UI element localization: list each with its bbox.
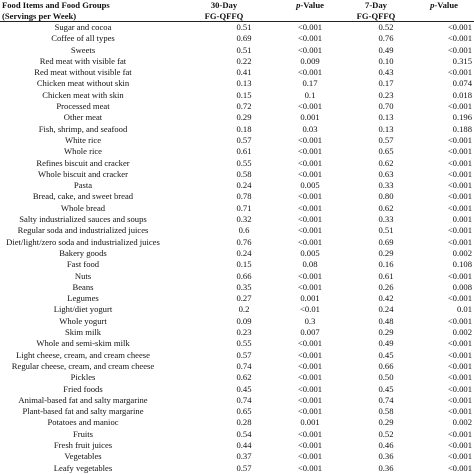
row-7day-value: 0.76 (378, 33, 394, 44)
row-7day-value: 0.65 (378, 146, 394, 157)
table-row (0, 225, 474, 236)
row-7day-value: 0.57 (378, 134, 394, 145)
table-row (0, 384, 474, 395)
row-30day-value: 0.09 (236, 315, 252, 326)
row-30day-value: 0.58 (236, 168, 252, 179)
table-row (0, 78, 474, 89)
row-30day-value: 0.6 (238, 225, 250, 236)
row-30day-value: 0.71 (236, 202, 252, 213)
table-row (0, 90, 474, 101)
header-food-items (0, 0, 166, 22)
table-row (0, 316, 474, 327)
row-food-name: Red meat with visible fat (39, 55, 127, 66)
row-7day-pvalue: 0.01 (456, 304, 472, 315)
row-7day-value: 0.52 (378, 428, 394, 439)
row-30day-pvalue: <0.01 (300, 304, 320, 315)
row-7day-pvalue: <0.001 (447, 157, 472, 168)
row-7day-pvalue: <0.001 (447, 462, 472, 473)
header-p30-prefix: p (296, 0, 301, 10)
row-30day-value: 0.29 (236, 112, 252, 123)
row-food-name: Pickles (70, 372, 96, 383)
table-row (0, 112, 474, 123)
header-p30-suffix: -Value (300, 0, 324, 10)
table-row (0, 327, 474, 338)
row-30day-value: 0.57 (236, 134, 252, 145)
header-p7-suffix: -Value (434, 0, 458, 10)
row-7day-pvalue: 0.008 (452, 281, 472, 292)
row-30day-pvalue: 0.03 (302, 123, 318, 134)
row-7day-pvalue: <0.001 (447, 225, 472, 236)
table-row (0, 361, 474, 372)
table-row (0, 101, 474, 112)
table-row (0, 463, 474, 474)
table-row (0, 372, 474, 383)
header-food-line2: (Servings per Week) (2, 10, 77, 21)
row-30day-value: 0.72 (236, 101, 252, 112)
table-row (0, 451, 474, 462)
row-7day-pvalue: <0.001 (447, 439, 472, 450)
row-30day-value: 0.37 (236, 451, 252, 462)
row-food-name: Sugar and cocoa (54, 22, 112, 32)
row-30day-value: 0.32 (236, 214, 252, 225)
row-30day-value: 0.18 (236, 123, 252, 134)
row-30day-pvalue: <0.001 (297, 202, 323, 213)
row-30day-value: 0.74 (236, 360, 252, 371)
table-row (0, 214, 474, 225)
table-row (0, 180, 474, 191)
row-30day-value: 0.57 (236, 462, 252, 473)
row-30day-pvalue: 0.005 (300, 180, 320, 191)
row-7day-value: 0.49 (378, 338, 394, 349)
table-row (0, 429, 474, 440)
row-30day-value: 0.55 (236, 338, 252, 349)
table-row (0, 282, 474, 293)
row-7day-pvalue: <0.001 (447, 180, 472, 191)
row-30day-value: 0.41 (236, 67, 252, 78)
row-food-name: Other meat (63, 112, 103, 123)
row-30day-pvalue: 0.001 (300, 417, 320, 428)
row-7day-pvalue: 0.196 (452, 112, 472, 123)
row-7day-pvalue: 0.074 (452, 78, 472, 89)
row-7day-value: 0.63 (378, 168, 394, 179)
row-30day-pvalue: 0.001 (300, 112, 320, 123)
row-30day-value: 0.35 (236, 281, 252, 292)
row-7day-value: 0.10 (378, 55, 394, 66)
row-food-name: Light/diet yogurt (53, 304, 113, 315)
row-30day-pvalue: 0.009 (300, 55, 320, 66)
row-30day-value: 0.44 (236, 439, 252, 450)
table-row (0, 350, 474, 361)
row-7day-value: 0.50 (378, 372, 394, 383)
row-30day-value: 0.13 (236, 78, 252, 89)
row-30day-value: 0.2 (238, 304, 250, 315)
row-7day-value: 0.69 (378, 236, 394, 247)
row-7day-pvalue: <0.001 (447, 293, 472, 304)
table-row (0, 440, 474, 451)
row-30day-value: 0.66 (236, 270, 252, 281)
row-30day-value: 0.23 (236, 327, 252, 338)
header-7day (338, 0, 414, 22)
row-7day-value: 0.58 (378, 406, 394, 417)
row-7day-value: 0.70 (378, 101, 394, 112)
table-row (0, 248, 474, 259)
row-7day-pvalue: <0.001 (447, 236, 472, 247)
row-7day-value: 0.48 (378, 315, 394, 326)
row-7day-value: 0.13 (378, 112, 394, 123)
row-7day-pvalue: <0.001 (447, 146, 472, 157)
row-30day-pvalue: <0.001 (297, 406, 323, 417)
row-7day-value: 0.66 (378, 360, 394, 371)
row-30day-value: 0.24 (236, 247, 252, 258)
row-food-name: White rice (64, 134, 102, 145)
row-30day-value: 0.57 (236, 349, 252, 360)
row-30day-value: 0.55 (236, 157, 252, 168)
row-7day-value: 0.16 (378, 259, 394, 270)
row-30day-pvalue: 0.3 (304, 315, 316, 326)
header-7day-line1: 7-Day (365, 0, 387, 10)
row-7day-pvalue: <0.001 (447, 33, 472, 44)
row-30day-pvalue: <0.001 (297, 451, 323, 462)
row-7day-value: 0.17 (378, 78, 394, 89)
header-30day (166, 0, 282, 22)
row-7day-value: 0.33 (378, 214, 394, 225)
row-food-name: Whole biscuit and cracker (38, 168, 128, 179)
table-row (0, 417, 474, 428)
row-30day-pvalue: <0.001 (297, 22, 323, 32)
row-7day-pvalue: <0.001 (447, 270, 472, 281)
row-7day-value: 0.42 (378, 293, 394, 304)
table-row (0, 33, 474, 44)
row-7day-value: 0.26 (378, 281, 394, 292)
table-row (0, 259, 474, 270)
table-row (0, 45, 474, 56)
table-row (0, 67, 474, 78)
row-food-name: Whole yogurt (59, 315, 107, 326)
row-30day-pvalue: <0.001 (297, 270, 323, 281)
row-7day-value: 0.36 (378, 451, 394, 462)
row-7day-pvalue: <0.001 (447, 394, 472, 405)
row-food-name: Nuts (74, 270, 92, 281)
row-30day-pvalue: <0.001 (297, 67, 323, 78)
row-30day-value: 0.27 (236, 293, 252, 304)
row-30day-pvalue: 0.007 (300, 327, 320, 338)
row-30day-value: 0.69 (236, 33, 252, 44)
row-food-name: Regular cheese, cream, and cream cheese (11, 360, 155, 371)
table-row (0, 395, 474, 406)
table-row (0, 158, 474, 169)
row-30day-pvalue: <0.001 (297, 428, 323, 439)
row-30day-value: 0.28 (236, 417, 252, 428)
table-row (0, 169, 474, 180)
row-7day-value: 0.45 (378, 383, 394, 394)
row-30day-pvalue: <0.001 (297, 44, 323, 55)
header-pvalue-7day (414, 0, 474, 22)
row-food-name: Diet/light/zero soda and industrialized juices (6, 236, 160, 247)
row-7day-value: 0.29 (378, 417, 394, 428)
row-30day-value: 0.51 (236, 22, 252, 32)
row-30day-pvalue: <0.001 (297, 394, 323, 405)
table-row (0, 135, 474, 146)
row-food-name: Legumes (67, 293, 99, 304)
row-30day-pvalue: <0.001 (297, 281, 323, 292)
row-food-name: Whole rice (64, 146, 102, 157)
row-30day-pvalue: 0.17 (302, 78, 318, 89)
row-food-name: Coffee of all types (51, 33, 115, 44)
row-7day-value: 0.13 (378, 123, 394, 134)
row-30day-value: 0.61 (236, 146, 252, 157)
header-30day-line2: FG-QFFQ (204, 10, 244, 21)
row-30day-pvalue: <0.001 (297, 338, 323, 349)
row-food-name: Fast food (66, 259, 100, 270)
table-row (0, 146, 474, 157)
row-7day-pvalue: 0.108 (452, 259, 472, 270)
table-row (0, 293, 474, 304)
table-body (0, 22, 474, 474)
row-30day-value: 0.62 (236, 372, 252, 383)
row-30day-value: 0.45 (236, 383, 252, 394)
row-7day-pvalue: <0.001 (447, 202, 472, 213)
table-row (0, 56, 474, 67)
row-7day-pvalue: 0.315 (452, 55, 472, 66)
row-7day-pvalue: <0.001 (447, 134, 472, 145)
header-30day-line1: 30-Day (210, 0, 238, 10)
row-food-name: Whole and semi-skim milk (36, 338, 130, 349)
row-30day-pvalue: <0.001 (297, 146, 323, 157)
row-7day-pvalue: <0.001 (447, 191, 472, 202)
row-food-name: Leafy vegetables (53, 462, 113, 473)
row-food-name: Vegetables (64, 451, 102, 462)
header-pvalue-30day (282, 0, 338, 22)
row-30day-pvalue: <0.001 (297, 360, 323, 371)
row-7day-pvalue: <0.001 (447, 383, 472, 394)
row-food-name: Beans (72, 281, 94, 292)
row-30day-value: 0.74 (236, 394, 252, 405)
row-7day-value: 0.24 (378, 304, 394, 315)
row-30day-pvalue: <0.001 (297, 101, 323, 112)
row-30day-pvalue: <0.001 (297, 225, 323, 236)
table-row (0, 22, 474, 34)
row-food-name: Bakery goods (59, 247, 107, 258)
row-7day-pvalue: <0.001 (447, 315, 472, 326)
row-food-name: Light cheese, cream, and cream cheese (16, 349, 150, 360)
row-30day-pvalue: <0.001 (297, 33, 323, 44)
header-7day-line2: FG-QFFQ (356, 10, 396, 21)
table-row (0, 338, 474, 349)
row-7day-pvalue: 0.188 (452, 123, 472, 134)
row-7day-pvalue: <0.001 (447, 67, 472, 78)
row-7day-pvalue: <0.001 (447, 372, 472, 383)
row-30day-pvalue: 0.001 (300, 293, 320, 304)
row-7day-pvalue: 0.002 (452, 417, 472, 428)
row-7day-pvalue: 0.018 (452, 89, 472, 100)
table-row (0, 203, 474, 214)
row-7day-value: 0.46 (378, 439, 394, 450)
row-7day-value: 0.80 (378, 191, 394, 202)
row-30day-pvalue: <0.001 (297, 462, 323, 473)
row-30day-pvalue: <0.001 (297, 383, 323, 394)
row-food-name: Pasta (73, 180, 93, 191)
row-30day-value: 0.15 (236, 89, 252, 100)
row-food-name: Refines biscuit and cracker (36, 157, 130, 168)
row-food-name: Sweets (70, 44, 96, 55)
row-7day-value: 0.29 (378, 327, 394, 338)
row-food-name: Animal-based fat and salty margarine (18, 394, 148, 405)
row-30day-value: 0.51 (236, 44, 252, 55)
row-7day-pvalue: 0.002 (452, 247, 472, 258)
row-food-name: Red meat without visible fat (34, 67, 132, 78)
row-30day-pvalue: <0.001 (297, 439, 323, 450)
row-30day-pvalue: <0.001 (297, 157, 323, 168)
header-p7-prefix: p (430, 0, 435, 10)
row-30day-value: 0.15 (236, 259, 252, 270)
row-7day-value: 0.51 (378, 225, 394, 236)
row-7day-pvalue: <0.001 (447, 406, 472, 417)
row-7day-pvalue: <0.001 (447, 338, 472, 349)
row-7day-value: 0.33 (378, 180, 394, 191)
row-7day-pvalue: <0.001 (447, 22, 472, 32)
row-30day-value: 0.54 (236, 428, 252, 439)
row-30day-pvalue: 0.005 (300, 247, 320, 258)
row-7day-pvalue: <0.001 (447, 360, 472, 371)
row-7day-value: 0.29 (378, 247, 394, 258)
row-food-name: Chicken meat without skin (36, 78, 130, 89)
row-7day-value: 0.45 (378, 349, 394, 360)
row-7day-pvalue: <0.001 (447, 451, 472, 462)
row-30day-value: 0.65 (236, 406, 252, 417)
row-7day-pvalue: <0.001 (447, 349, 472, 360)
row-30day-pvalue: <0.001 (297, 191, 323, 202)
row-food-name: Fish, shrimp, and seafood (38, 123, 128, 134)
row-30day-pvalue: <0.001 (297, 134, 323, 145)
row-7day-value: 0.49 (378, 44, 394, 55)
row-food-name: Bread, cake, and sweet bread (32, 191, 134, 202)
row-food-name: Potatoes and manioc (47, 417, 119, 428)
row-30day-pvalue: <0.001 (297, 236, 323, 247)
row-30day-value: 0.78 (236, 191, 252, 202)
row-7day-value: 0.36 (378, 462, 394, 473)
header-food-line1: Food Items and Food Groups (2, 0, 110, 10)
row-30day-pvalue: <0.001 (297, 168, 323, 179)
row-food-name: Chicken meat with skin (42, 89, 124, 100)
row-food-name: Salty industrialized sauces and soups (19, 214, 147, 225)
row-30day-pvalue: <0.001 (297, 214, 323, 225)
row-30day-value: 0.24 (236, 180, 252, 191)
table-row (0, 191, 474, 202)
table-row (0, 237, 474, 248)
row-food-name: Plant-based fat and salty margarine (22, 406, 144, 417)
row-7day-value: 0.74 (378, 394, 394, 405)
row-food-name: Skim milk (64, 327, 102, 338)
row-7day-value: 0.52 (378, 22, 394, 32)
row-30day-pvalue: 0.1 (304, 89, 316, 100)
row-food-name: Fruits (72, 428, 94, 439)
row-7day-value: 0.23 (378, 89, 394, 100)
row-7day-pvalue: <0.001 (447, 44, 472, 55)
row-food-name: Whole bread (60, 202, 106, 213)
row-7day-pvalue: 0.002 (452, 327, 472, 338)
row-food-name: Regular soda and industrialized juices (17, 225, 149, 236)
row-30day-value: 0.76 (236, 236, 252, 247)
row-7day-pvalue: <0.001 (447, 168, 472, 179)
table-row (0, 271, 474, 282)
row-7day-value: 0.61 (378, 270, 394, 281)
row-food-name: Fresh fruit juices (53, 439, 113, 450)
row-7day-value: 0.43 (378, 67, 394, 78)
row-30day-pvalue: <0.001 (297, 349, 323, 360)
row-30day-value: 0.22 (236, 55, 252, 66)
table-row (0, 304, 474, 315)
row-food-name: Fried foods (63, 383, 103, 394)
row-7day-pvalue: <0.001 (447, 101, 472, 112)
row-7day-pvalue: 0.001 (452, 214, 472, 225)
row-7day-value: 0.62 (378, 157, 394, 168)
table-row (0, 124, 474, 135)
row-food-name: Processed meat (56, 101, 110, 112)
row-30day-pvalue: <0.001 (297, 372, 323, 383)
table-row (0, 406, 474, 417)
row-30day-pvalue: 0.08 (302, 259, 318, 270)
table-header (0, 0, 474, 22)
row-7day-value: 0.62 (378, 202, 394, 213)
row-7day-pvalue: <0.001 (447, 428, 472, 439)
